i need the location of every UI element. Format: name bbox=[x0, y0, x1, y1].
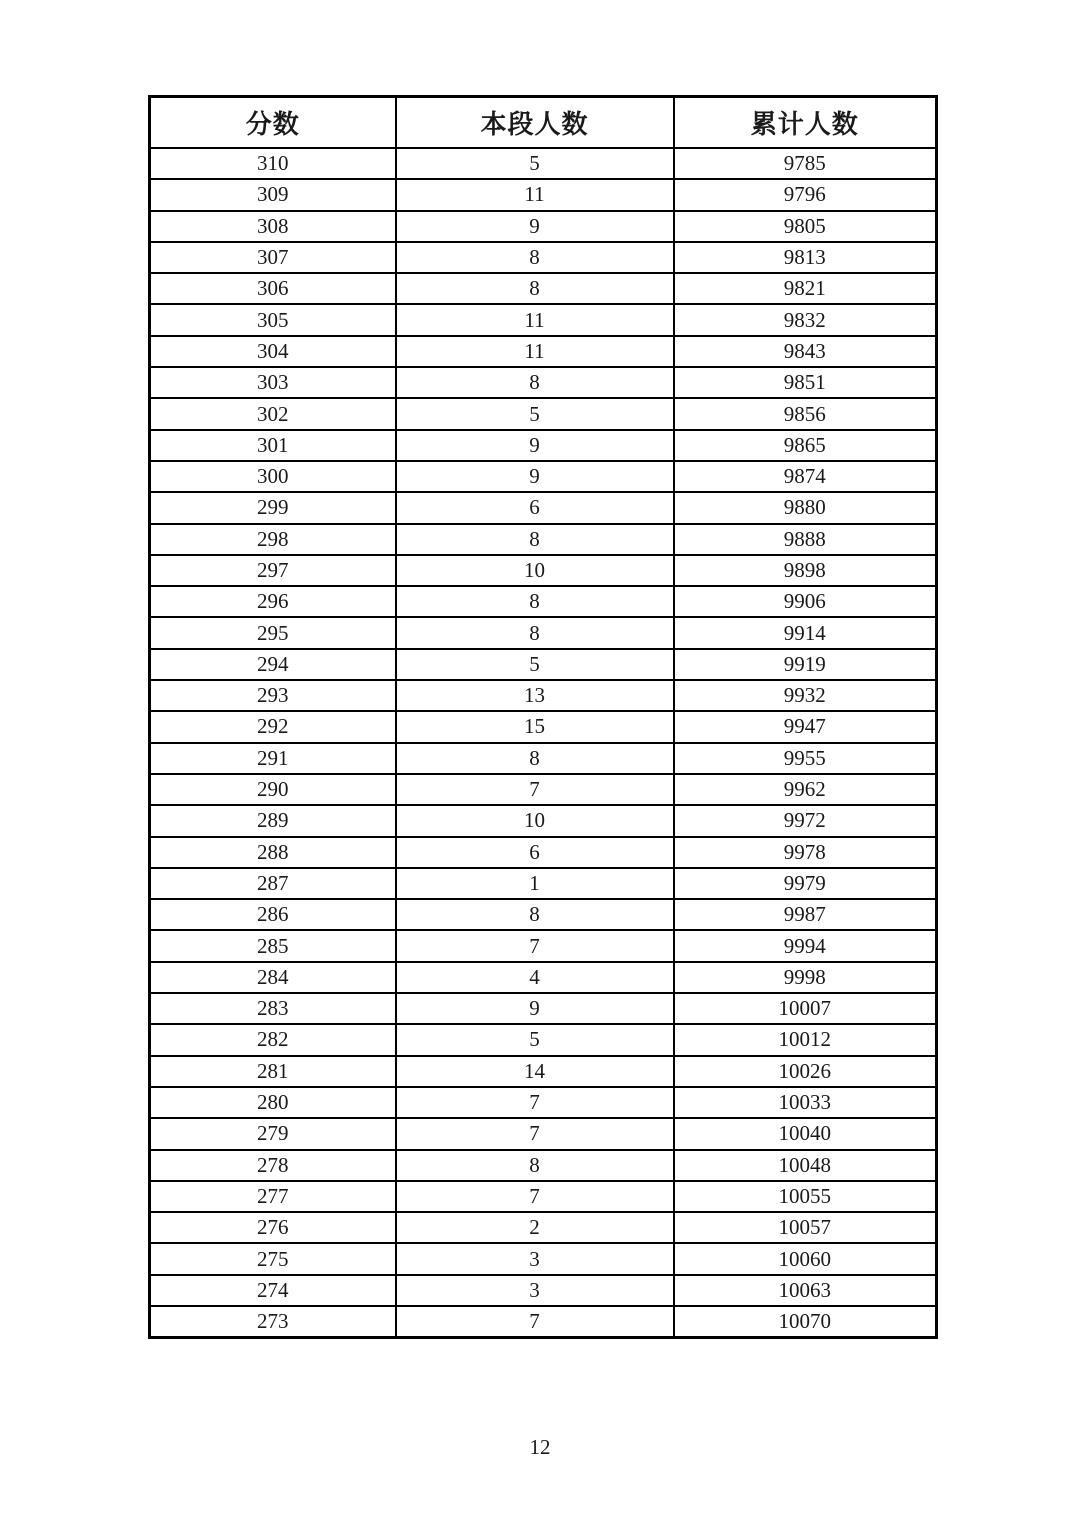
score-cell: 309 bbox=[150, 179, 396, 210]
cumulative-count-cell: 9851 bbox=[674, 367, 937, 398]
table-row bbox=[150, 304, 937, 335]
table-row bbox=[150, 1306, 937, 1338]
cumulative-count-cell: 10055 bbox=[674, 1181, 937, 1212]
score-cell: 303 bbox=[150, 367, 396, 398]
segment-count-cell: 8 bbox=[396, 899, 674, 930]
cumulative-count-cell: 9994 bbox=[674, 930, 937, 961]
score-cell: 304 bbox=[150, 336, 396, 367]
score-cell: 302 bbox=[150, 398, 396, 429]
table-row bbox=[150, 492, 937, 523]
score-distribution-table-container bbox=[148, 95, 935, 1339]
segment-count-cell: 7 bbox=[396, 1118, 674, 1149]
segment-count-cell: 7 bbox=[396, 774, 674, 805]
cumulative-count-cell: 10057 bbox=[674, 1212, 937, 1243]
segment-count-cell: 7 bbox=[396, 1087, 674, 1118]
cumulative-count-cell: 9914 bbox=[674, 617, 937, 648]
cumulative-count-cell: 9906 bbox=[674, 586, 937, 617]
segment-count-cell: 6 bbox=[396, 837, 674, 868]
score-cell: 294 bbox=[150, 649, 396, 680]
score-cell: 310 bbox=[150, 148, 396, 179]
score-cell: 291 bbox=[150, 743, 396, 774]
score-cell: 298 bbox=[150, 524, 396, 555]
segment-count-cell: 8 bbox=[396, 242, 674, 273]
table-row bbox=[150, 1118, 937, 1149]
cumulative-count-cell: 9978 bbox=[674, 837, 937, 868]
cumulative-count-cell: 9805 bbox=[674, 211, 937, 242]
score-cell: 308 bbox=[150, 211, 396, 242]
segment-count-cell: 2 bbox=[396, 1212, 674, 1243]
table-row bbox=[150, 179, 937, 210]
table-body bbox=[150, 148, 937, 1338]
table-row bbox=[150, 586, 937, 617]
cumulative-count-cell: 9874 bbox=[674, 461, 937, 492]
table-row bbox=[150, 1024, 937, 1055]
score-cell: 293 bbox=[150, 680, 396, 711]
segment-count-cell: 5 bbox=[396, 398, 674, 429]
score-cell: 305 bbox=[150, 304, 396, 335]
table-row bbox=[150, 837, 937, 868]
cumulative-count-cell: 10048 bbox=[674, 1150, 937, 1181]
cumulative-count-cell: 9813 bbox=[674, 242, 937, 273]
table-row bbox=[150, 774, 937, 805]
cumulative-count-cell: 10070 bbox=[674, 1306, 937, 1338]
score-cell: 276 bbox=[150, 1212, 396, 1243]
score-cell: 275 bbox=[150, 1243, 396, 1274]
score-cell: 287 bbox=[150, 868, 396, 899]
segment-count-cell: 9 bbox=[396, 993, 674, 1024]
table-row bbox=[150, 1212, 937, 1243]
cumulative-count-cell: 9972 bbox=[674, 805, 937, 836]
table-row bbox=[150, 273, 937, 304]
score-cell: 299 bbox=[150, 492, 396, 523]
score-cell: 273 bbox=[150, 1306, 396, 1338]
table-row bbox=[150, 555, 937, 586]
cumulative-count-cell: 9796 bbox=[674, 179, 937, 210]
segment-count-cell: 11 bbox=[396, 304, 674, 335]
table-row bbox=[150, 649, 937, 680]
cumulative-count-cell: 9843 bbox=[674, 336, 937, 367]
table-row bbox=[150, 524, 937, 555]
segment-count-cell: 7 bbox=[396, 930, 674, 961]
score-cell: 277 bbox=[150, 1181, 396, 1212]
score-cell: 306 bbox=[150, 273, 396, 304]
segment-count-cell: 8 bbox=[396, 586, 674, 617]
segment-count-cell: 10 bbox=[396, 805, 674, 836]
table-row bbox=[150, 398, 937, 429]
cumulative-count-cell: 10033 bbox=[674, 1087, 937, 1118]
score-cell: 297 bbox=[150, 555, 396, 586]
table-row bbox=[150, 461, 937, 492]
segment-count-cell: 8 bbox=[396, 273, 674, 304]
segment-count-cell: 8 bbox=[396, 367, 674, 398]
cumulative-count-cell: 9919 bbox=[674, 649, 937, 680]
score-cell: 307 bbox=[150, 242, 396, 273]
segment-count-cell: 8 bbox=[396, 743, 674, 774]
score-cell: 286 bbox=[150, 899, 396, 930]
table-row bbox=[150, 1056, 937, 1087]
cumulative-count-cell: 9998 bbox=[674, 962, 937, 993]
score-cell: 290 bbox=[150, 774, 396, 805]
segment-count-cell: 13 bbox=[396, 680, 674, 711]
segment-count-cell: 10 bbox=[396, 555, 674, 586]
cumulative-count-cell: 9898 bbox=[674, 555, 937, 586]
cumulative-count-cell: 9962 bbox=[674, 774, 937, 805]
segment-count-cell: 5 bbox=[396, 148, 674, 179]
table-row bbox=[150, 899, 937, 930]
segment-count-cell: 8 bbox=[396, 1150, 674, 1181]
table-header-row bbox=[150, 97, 937, 149]
segment-count-cell: 7 bbox=[396, 1181, 674, 1212]
score-cell: 279 bbox=[150, 1118, 396, 1149]
score-cell: 281 bbox=[150, 1056, 396, 1087]
score-cell: 280 bbox=[150, 1087, 396, 1118]
cumulative-count-cell: 9785 bbox=[674, 148, 937, 179]
table-row bbox=[150, 711, 937, 742]
score-cell: 274 bbox=[150, 1275, 396, 1306]
cumulative-count-cell: 9979 bbox=[674, 868, 937, 899]
segment-count-cell: 11 bbox=[396, 336, 674, 367]
score-cell: 292 bbox=[150, 711, 396, 742]
table-row bbox=[150, 930, 937, 961]
table-row bbox=[150, 430, 937, 461]
table-row bbox=[150, 680, 937, 711]
segment-count-cell: 8 bbox=[396, 524, 674, 555]
table-row bbox=[150, 617, 937, 648]
cumulative-count-cell: 9888 bbox=[674, 524, 937, 555]
segment-count-cell: 1 bbox=[396, 868, 674, 899]
table-row bbox=[150, 743, 937, 774]
table-row bbox=[150, 148, 937, 179]
score-cell: 301 bbox=[150, 430, 396, 461]
segment-count-cell: 6 bbox=[396, 492, 674, 523]
score-cell: 283 bbox=[150, 993, 396, 1024]
table-row bbox=[150, 367, 937, 398]
cumulative-count-cell: 9955 bbox=[674, 743, 937, 774]
score-cell: 289 bbox=[150, 805, 396, 836]
cumulative-count-cell: 9865 bbox=[674, 430, 937, 461]
header-segment-count: 本段人数 bbox=[396, 97, 674, 149]
segment-count-cell: 5 bbox=[396, 1024, 674, 1055]
table-row bbox=[150, 1150, 937, 1181]
cumulative-count-cell: 9856 bbox=[674, 398, 937, 429]
score-cell: 282 bbox=[150, 1024, 396, 1055]
score-cell: 295 bbox=[150, 617, 396, 648]
cumulative-count-cell: 10040 bbox=[674, 1118, 937, 1149]
cumulative-count-cell: 10007 bbox=[674, 993, 937, 1024]
header-score: 分数 bbox=[150, 97, 396, 149]
score-cell: 284 bbox=[150, 962, 396, 993]
table-row bbox=[150, 1181, 937, 1212]
segment-count-cell: 8 bbox=[396, 617, 674, 648]
table-row bbox=[150, 962, 937, 993]
table-row bbox=[150, 211, 937, 242]
table-row bbox=[150, 1087, 937, 1118]
cumulative-count-cell: 9932 bbox=[674, 680, 937, 711]
table-row bbox=[150, 1275, 937, 1306]
table-row bbox=[150, 336, 937, 367]
score-cell: 285 bbox=[150, 930, 396, 961]
cumulative-count-cell: 9947 bbox=[674, 711, 937, 742]
table-row bbox=[150, 993, 937, 1024]
segment-count-cell: 15 bbox=[396, 711, 674, 742]
score-cell: 300 bbox=[150, 461, 396, 492]
score-cell: 278 bbox=[150, 1150, 396, 1181]
segment-count-cell: 5 bbox=[396, 649, 674, 680]
cumulative-count-cell: 9987 bbox=[674, 899, 937, 930]
segment-count-cell: 3 bbox=[396, 1243, 674, 1274]
segment-count-cell: 4 bbox=[396, 962, 674, 993]
segment-count-cell: 9 bbox=[396, 211, 674, 242]
segment-count-cell: 11 bbox=[396, 179, 674, 210]
cumulative-count-cell: 10026 bbox=[674, 1056, 937, 1087]
segment-count-cell: 3 bbox=[396, 1275, 674, 1306]
header-cumulative-count: 累计人数 bbox=[674, 97, 937, 149]
score-cell: 296 bbox=[150, 586, 396, 617]
table-row bbox=[150, 805, 937, 836]
cumulative-count-cell: 9832 bbox=[674, 304, 937, 335]
segment-count-cell: 14 bbox=[396, 1056, 674, 1087]
cumulative-count-cell: 9821 bbox=[674, 273, 937, 304]
score-distribution-table bbox=[148, 95, 938, 1339]
segment-count-cell: 7 bbox=[396, 1306, 674, 1338]
score-cell: 288 bbox=[150, 837, 396, 868]
cumulative-count-cell: 10063 bbox=[674, 1275, 937, 1306]
cumulative-count-cell: 10060 bbox=[674, 1243, 937, 1274]
table-row bbox=[150, 868, 937, 899]
cumulative-count-cell: 9880 bbox=[674, 492, 937, 523]
segment-count-cell: 9 bbox=[396, 461, 674, 492]
table-row bbox=[150, 1243, 937, 1274]
page-number: 12 bbox=[529, 1435, 551, 1459]
table-row bbox=[150, 242, 937, 273]
segment-count-cell: 9 bbox=[396, 430, 674, 461]
cumulative-count-cell: 10012 bbox=[674, 1024, 937, 1055]
